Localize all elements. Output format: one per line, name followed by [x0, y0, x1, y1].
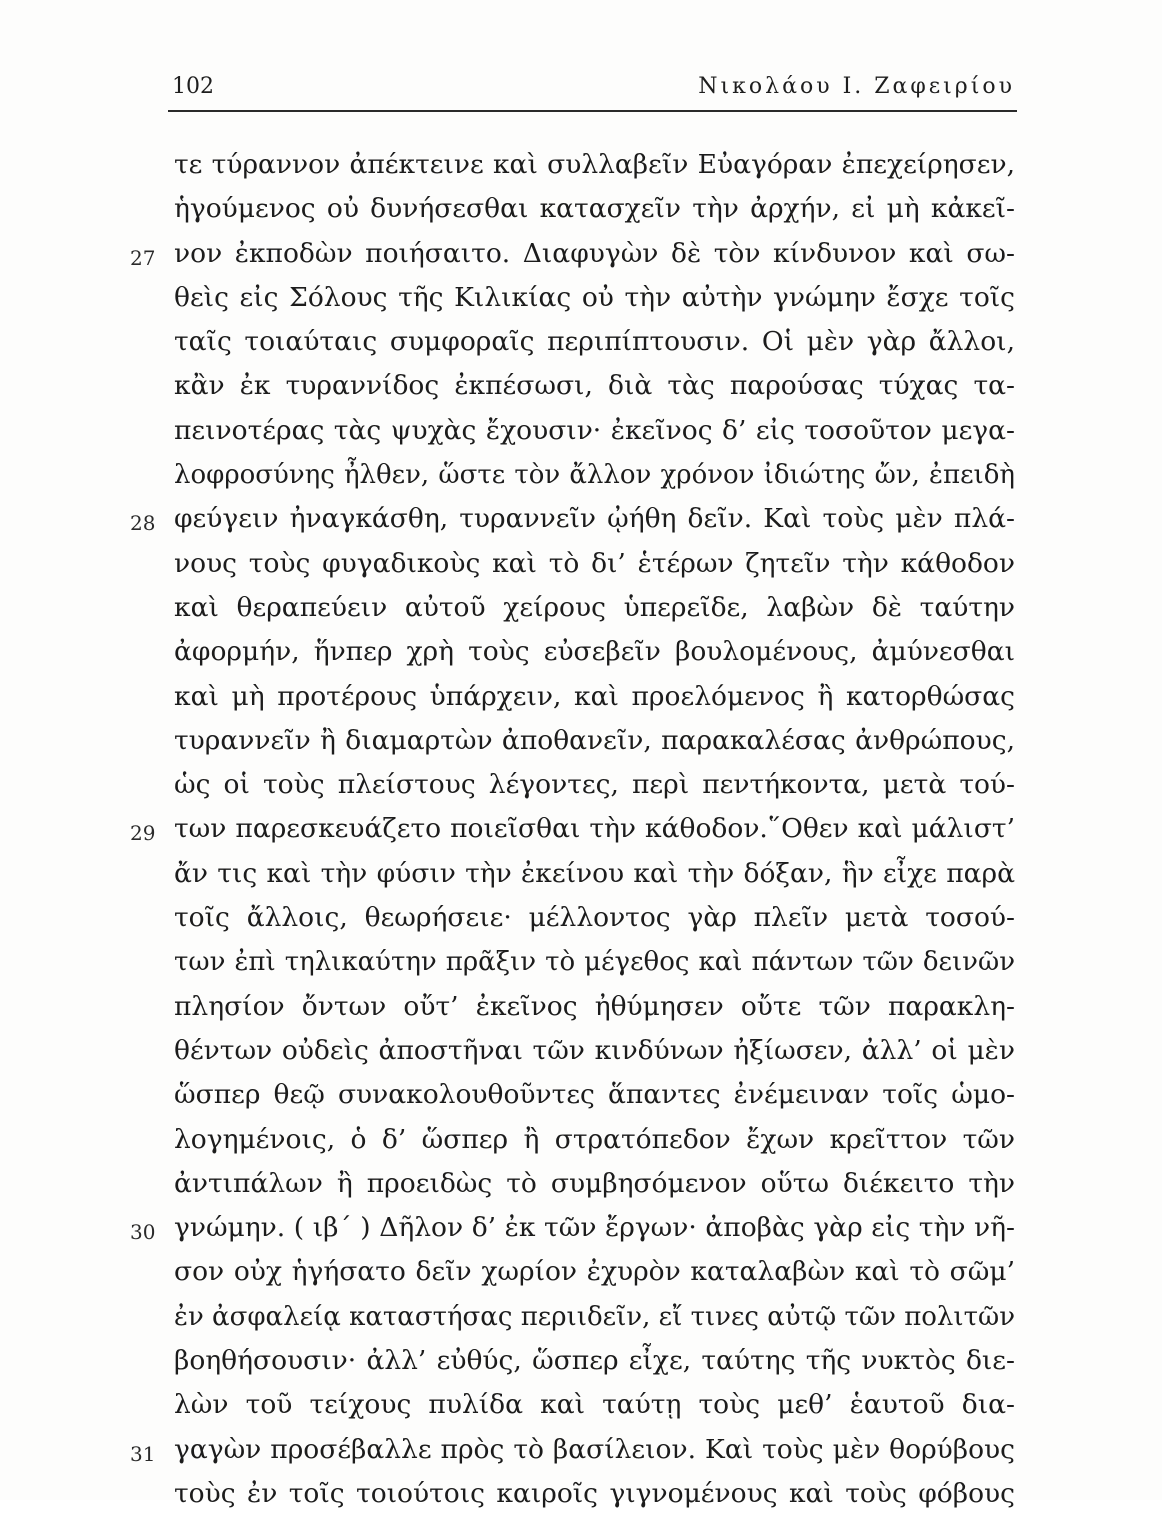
line-text: θεὶς εἰς Σόλους τῆς Κιλικίας οὐ τὴν αὐτὴν γνώμην ἔσχε τοῖς: [174, 281, 1015, 313]
line-text: ἡγούμενος οὐ δυνήσεσθαι κατασχεῖν τὴν ἀρχήν, εἰ μὴ κἀκεῖ-: [174, 193, 1015, 225]
text-line: [174, 1032, 1015, 1076]
text-line: [174, 678, 1015, 722]
text-line: [174, 899, 1015, 943]
line-text: πεινοτέρας τὰς ψυχὰς ἔχουσιν· ἐκεῖνος δ’ εἰς τοσοῦτον μεγα-: [174, 414, 1015, 446]
line-text: των ἐπὶ τηλικαύτην πρᾶξιν τὸ μέγεθος καὶ πάντων τῶν δεινῶν: [174, 947, 1015, 978]
line-text: γαγὼν προσέβαλλε πρὸς τὸ βασίλειον. Καὶ τοὺς μὲν θορύβους: [174, 1433, 1015, 1465]
text-line: [174, 722, 1015, 766]
line-text: φεύγειν ἠναγκάσθη, τυραννεῖν ᾠήθη δεῖν. Καὶ τοὺς μὲν πλά-: [174, 503, 1015, 535]
line-text: τυραννεῖν ἢ διαμαρτὼν ἀποθανεῖν, παρακαλέσας ἀνθρώπους,: [174, 724, 1015, 756]
line-text: ἐν ἀσφαλείᾳ καταστήσας περιιδεῖν, εἴ τινες αὐτῷ τῶν πολιτῶν: [174, 1301, 1015, 1332]
text-line: [174, 190, 1015, 234]
line-text: ὡς οἱ τοὺς πλείστους λέγοντες, περὶ πεντήκοντα, μετὰ τού-: [174, 769, 1015, 801]
line-text: νον ἐκποδὼν ποιήσαιτο. Διαφυγὼν δὲ τὸν κίνδυνον καὶ σω-: [174, 237, 1015, 269]
section-number: 28: [130, 511, 156, 536]
line-text: καὶ θεραπεύειν αὐτοῦ χείρους ὑπερεῖδε, λαβὼν δὲ ταύτην: [174, 591, 1015, 623]
running-head: [172, 74, 1015, 104]
text-line: [174, 988, 1015, 1032]
line-text: ἀντιπάλων ἢ προειδὼς τὸ συμβησόμενον οὕτω διέκειτο τὴν: [174, 1167, 1015, 1199]
greek-text-body: [130, 146, 1015, 1519]
text-line: [174, 943, 1015, 987]
text-line: [174, 1342, 1015, 1386]
text-line: [174, 279, 1015, 323]
section-number: 29: [130, 821, 156, 846]
line-text: τοὺς ἐν τοῖς τοιούτοις καιροῖς γιγνομένους καὶ τοὺς φόβους: [174, 1477, 1015, 1509]
text-line: [174, 855, 1015, 899]
line-text: τοῖς ἄλλοις, θεωρήσειε· μέλλοντος γὰρ πλεῖν μετὰ τοσού-: [174, 902, 1015, 934]
text-line: [174, 412, 1015, 456]
line-text: καὶ μὴ προτέρους ὑπάρχειν, καὶ προελόμενος ἢ κατορθώσας: [174, 680, 1015, 712]
line-text: κἂν ἐκ τυραννίδος ἐκπέσωσι, διὰ τὰς παρούσας τύχας τα-: [174, 370, 1015, 402]
text-line: [174, 633, 1015, 677]
header-rule: [168, 110, 1017, 112]
line-text: τε τύραννον ἀπέκτεινε καὶ συλλαβεῖν Εὐαγόραν ἐπεχείρησεν,: [174, 149, 1015, 180]
text-line: [174, 367, 1015, 411]
text-line: [130, 500, 1015, 544]
line-text: ἄν τις καὶ τὴν φύσιν τὴν ἐκείνου καὶ τὴν δόξαν, ἣν εἶχε παρὰ: [174, 857, 1015, 889]
text-line: [174, 1298, 1015, 1342]
text-line: [174, 1076, 1015, 1120]
text-line: [174, 323, 1015, 367]
text-line: [130, 1431, 1015, 1475]
section-number: 31: [130, 1441, 156, 1466]
line-text: λὼν τοῦ τείχους πυλίδα καὶ ταύτῃ τοὺς μεθ’ ἑαυτοῦ δια-: [174, 1389, 1015, 1421]
line-text: θέντων οὐδεὶς ἀποστῆναι τῶν κινδύνων ἠξίωσεν, ἀλλ’ οἱ μὲν: [174, 1034, 1015, 1066]
text-line: [174, 545, 1015, 589]
text-line: [174, 1253, 1015, 1297]
line-text: ὥσπερ θεῷ συνακολουθοῦντες ἅπαντες ἐνέμειναν τοῖς ὡμο-: [174, 1079, 1015, 1111]
section-number: 27: [130, 245, 156, 270]
text-line: [130, 1209, 1015, 1253]
text-line: [174, 1386, 1015, 1430]
running-head-author: Νικολάου Ι. Ζαφειρίου: [698, 74, 1015, 99]
text-line: [130, 235, 1015, 279]
text-line: [174, 1121, 1015, 1165]
line-text: ἀφορμήν, ἥνπερ χρὴ τοὺς εὐσεβεῖν βουλομένους, ἀμύνεσθαι: [174, 636, 1015, 668]
text-line: [130, 810, 1015, 854]
line-text: λοφροσύνης ἦλθεν, ὥστε τὸν ἄλλον χρόνον ἰδιώτης ὤν, ἐπειδὴ: [174, 460, 1015, 491]
section-number: 30: [130, 1220, 156, 1245]
line-text: βοηθήσουσιν· ἀλλ’ εὐθύς, ὥσπερ εἶχε, ταύτης τῆς νυκτὸς διε-: [174, 1345, 1015, 1377]
line-text: σον οὐχ ἡγήσατο δεῖν χωρίον ἐχυρὸν καταλαβὼν καὶ τὸ σῶμ’: [174, 1256, 1015, 1288]
text-line: [174, 456, 1015, 500]
line-text: πλησίον ὄντων οὔτ’ ἐκεῖνος ἠθύμησεν οὔτε τῶν παρακλη-: [174, 990, 1015, 1022]
text-line: [174, 1475, 1015, 1519]
text-line: [174, 1165, 1015, 1209]
line-text: λογημένοις, ὁ δ’ ὥσπερ ἢ στρατόπεδον ἔχων κρεῖττον τῶν: [174, 1123, 1015, 1155]
text-line: [174, 766, 1015, 810]
page-number: 102: [172, 74, 214, 99]
line-text: γνώμην. ( ιβ΄ ) Δῆλον δ’ ἐκ τῶν ἔργων· ἀποβὰς γὰρ εἰς τὴν νῆ-: [174, 1212, 1015, 1244]
line-text: ταῖς τοιαύταις συμφοραῖς περιπίπτουσιν. Οἱ μὲν γὰρ ἄλλοι,: [174, 326, 1015, 358]
line-text: νους τοὺς φυγαδικοὺς καὶ τὸ δι’ ἑτέρων ζητεῖν τὴν κάθοδον: [174, 547, 1015, 579]
text-line: [174, 146, 1015, 190]
line-text: των παρεσκευάζετο ποιεῖσθαι τὴν κάθοδον.῞Οθεν καὶ μάλιστ’: [174, 813, 1015, 845]
text-line: [174, 589, 1015, 633]
